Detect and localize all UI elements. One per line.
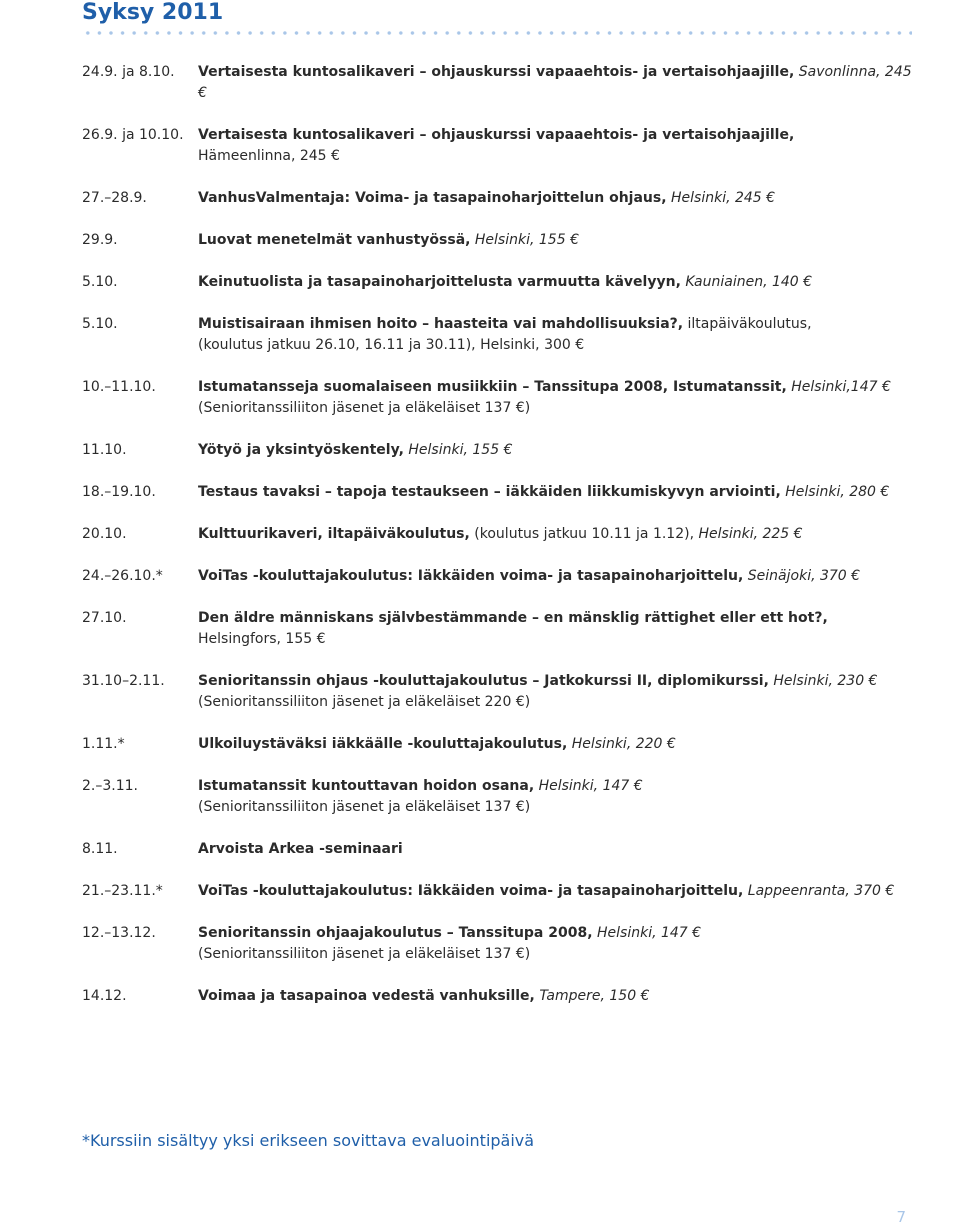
- event-details: (Senioritanssiliiton jäsenet ja eläkeläiset 137 €): [198, 400, 531, 416]
- event-item: [82, 377, 912, 419]
- event-item: [82, 188, 912, 209]
- dotted-divider: [82, 30, 912, 36]
- event-date: 14.12.: [82, 988, 127, 1004]
- event-description: [198, 881, 912, 902]
- event-date: 11.10.: [82, 442, 127, 458]
- page-title: Syksy 2011: [82, 0, 224, 25]
- event-item: [82, 881, 912, 902]
- event-description: [198, 734, 912, 755]
- event-place-price: Helsinki, 280 €: [785, 484, 890, 500]
- event-place-price: Helsinki, 155 €: [408, 442, 513, 458]
- event-description: [198, 671, 912, 713]
- event-details: Hämeenlinna, 245 €: [198, 148, 340, 164]
- event-title: Muistisairaan ihmisen hoito – haasteita vai mahdollisuuksia?,: [198, 316, 684, 332]
- event-date: 27.10.: [82, 610, 127, 626]
- event-date: 10.–11.10.: [82, 379, 156, 395]
- event-description: [198, 776, 912, 818]
- event-place-price: Tampere, 150 €: [539, 988, 650, 1004]
- event-description: [198, 524, 912, 545]
- event-item: [82, 125, 912, 167]
- event-description: [198, 62, 912, 104]
- event-description: [198, 272, 912, 293]
- event-item: [82, 776, 912, 818]
- event-place-price: Helsinki, 230 €: [773, 673, 878, 689]
- event-description: [198, 923, 912, 965]
- event-note: iltapäiväkoulutus,: [687, 316, 812, 332]
- event-title: Vertaisesta kuntosalikaveri – ohjauskurssi vapaaehtois- ja vertaisohjaajille,: [198, 127, 795, 143]
- event-place-price: Savonlinna, 245 €: [198, 64, 912, 101]
- event-item: [82, 671, 912, 713]
- event-title: VoiTas -kouluttajakoulutus: Iäkkäiden voima- ja tasapainoharjoittelu,: [198, 568, 744, 584]
- event-item: [82, 230, 912, 251]
- event-title: Yötyö ja yksintyöskentely,: [198, 442, 404, 458]
- event-description: [198, 440, 912, 461]
- event-title: Senioritanssin ohjaus -kouluttajakoulutus – Jatkokurssi II, diplomikurssi,: [198, 673, 769, 689]
- event-list: [82, 62, 912, 1028]
- event-details: (koulutus jatkuu 26.10, 16.11 ja 30.11), Helsinki, 300 €: [198, 337, 585, 353]
- event-date: 31.10–2.11.: [82, 673, 165, 689]
- event-date: 26.9. ja 10.10.: [82, 127, 184, 143]
- event-item: [82, 272, 912, 293]
- event-title: Vertaisesta kuntosalikaveri – ohjauskurssi vapaaehtois- ja vertaisohjaajille,: [198, 64, 795, 80]
- event-place-price: Lappeenranta, 370 €: [747, 883, 895, 899]
- event-title: Istumatansseja suomalaiseen musiikkiin – Tanssitupa 2008, Istumatanssit,: [198, 379, 787, 395]
- event-title: Arvoista Arkea -seminaari: [198, 841, 403, 857]
- event-note: (koulutus jatkuu 10.11 ja 1.12),: [474, 526, 695, 542]
- event-title: Den äldre människans självbestämmande – en mänsklig rättighet eller ett hot?,: [198, 610, 828, 626]
- event-description: [198, 125, 912, 167]
- event-title: Luovat menetelmät vanhustyössä,: [198, 232, 471, 248]
- event-title: Ulkoiluystäväksi iäkkäälle -kouluttajakoulutus,: [198, 736, 568, 752]
- event-item: [82, 566, 912, 587]
- event-description: [198, 230, 912, 251]
- event-item: [82, 734, 912, 755]
- event-title: Kulttuurikaveri, iltapäiväkoulutus,: [198, 526, 470, 542]
- event-item: [82, 524, 912, 545]
- event-place-price: Helsinki, 155 €: [474, 232, 579, 248]
- event-place-price: Helsinki, 220 €: [571, 736, 676, 752]
- event-item: [82, 839, 912, 860]
- event-place-price: Kauniainen, 140 €: [685, 274, 813, 290]
- event-details: (Senioritanssiliiton jäsenet ja eläkeläiset 137 €): [198, 946, 531, 962]
- event-title: VanhusValmentaja: Voima- ja tasapainoharjoittelun ohjaus,: [198, 190, 667, 206]
- event-date: 1.11.*: [82, 736, 125, 752]
- event-place-price: Helsinki, 147 €: [538, 778, 643, 794]
- event-place-price: Helsinki, 245 €: [671, 190, 776, 206]
- event-place-price: Helsinki,147 €: [791, 379, 891, 395]
- event-item: [82, 482, 912, 503]
- event-title: Istumatanssit kuntouttavan hoidon osana,: [198, 778, 535, 794]
- event-details: (Senioritanssiliiton jäsenet ja eläkeläiset 220 €): [198, 694, 531, 710]
- event-title: Keinutuolista ja tasapainoharjoittelusta varmuutta kävelyyn,: [198, 274, 681, 290]
- event-item: [82, 986, 912, 1007]
- event-title: Senioritanssin ohjaajakoulutus – Tanssitupa 2008,: [198, 925, 593, 941]
- event-details: Helsingfors, 155 €: [198, 631, 326, 647]
- event-date: 21.–23.11.*: [82, 883, 163, 899]
- event-item: [82, 62, 912, 104]
- event-item: [82, 923, 912, 965]
- event-date: 18.–19.10.: [82, 484, 156, 500]
- event-description: [198, 377, 912, 419]
- event-details: (Senioritanssiliiton jäsenet ja eläkeläiset 137 €): [198, 799, 531, 815]
- event-date: 20.10.: [82, 526, 127, 542]
- footnote: *Kurssiin sisältyy yksi erikseen sovittava evaluointipäivä: [82, 1131, 535, 1150]
- event-item: [82, 314, 912, 356]
- event-date: 12.–13.12.: [82, 925, 156, 941]
- event-description: [198, 188, 912, 209]
- event-date: 2.–3.11.: [82, 778, 138, 794]
- event-date: 8.11.: [82, 841, 118, 857]
- event-place-price: Seinäjoki, 370 €: [747, 568, 861, 584]
- event-date: 5.10.: [82, 274, 118, 290]
- event-date: 24.9. ja 8.10.: [82, 64, 175, 80]
- event-description: [198, 839, 912, 860]
- event-description: [198, 482, 912, 503]
- event-item: [82, 608, 912, 650]
- event-place-price: Helsinki, 225 €: [698, 526, 803, 542]
- event-date: 24.–26.10.*: [82, 568, 163, 584]
- event-description: [198, 314, 912, 356]
- event-item: [82, 440, 912, 461]
- event-description: [198, 566, 912, 587]
- page-number: 7: [896, 1208, 906, 1226]
- event-title: Testaus tavaksi – tapoja testaukseen – iäkkäiden liikkumiskyvyn arviointi,: [198, 484, 781, 500]
- event-date: 5.10.: [82, 316, 118, 332]
- event-description: [198, 608, 912, 650]
- event-date: 27.–28.9.: [82, 190, 147, 206]
- event-title: Voimaa ja tasapainoa vedestä vanhuksille,: [198, 988, 535, 1004]
- event-place-price: Helsinki, 147 €: [597, 925, 702, 941]
- event-date: 29.9.: [82, 232, 118, 248]
- event-description: [198, 986, 912, 1007]
- event-title: VoiTas -kouluttajakoulutus: Iäkkäiden voima- ja tasapainoharjoittelu,: [198, 883, 744, 899]
